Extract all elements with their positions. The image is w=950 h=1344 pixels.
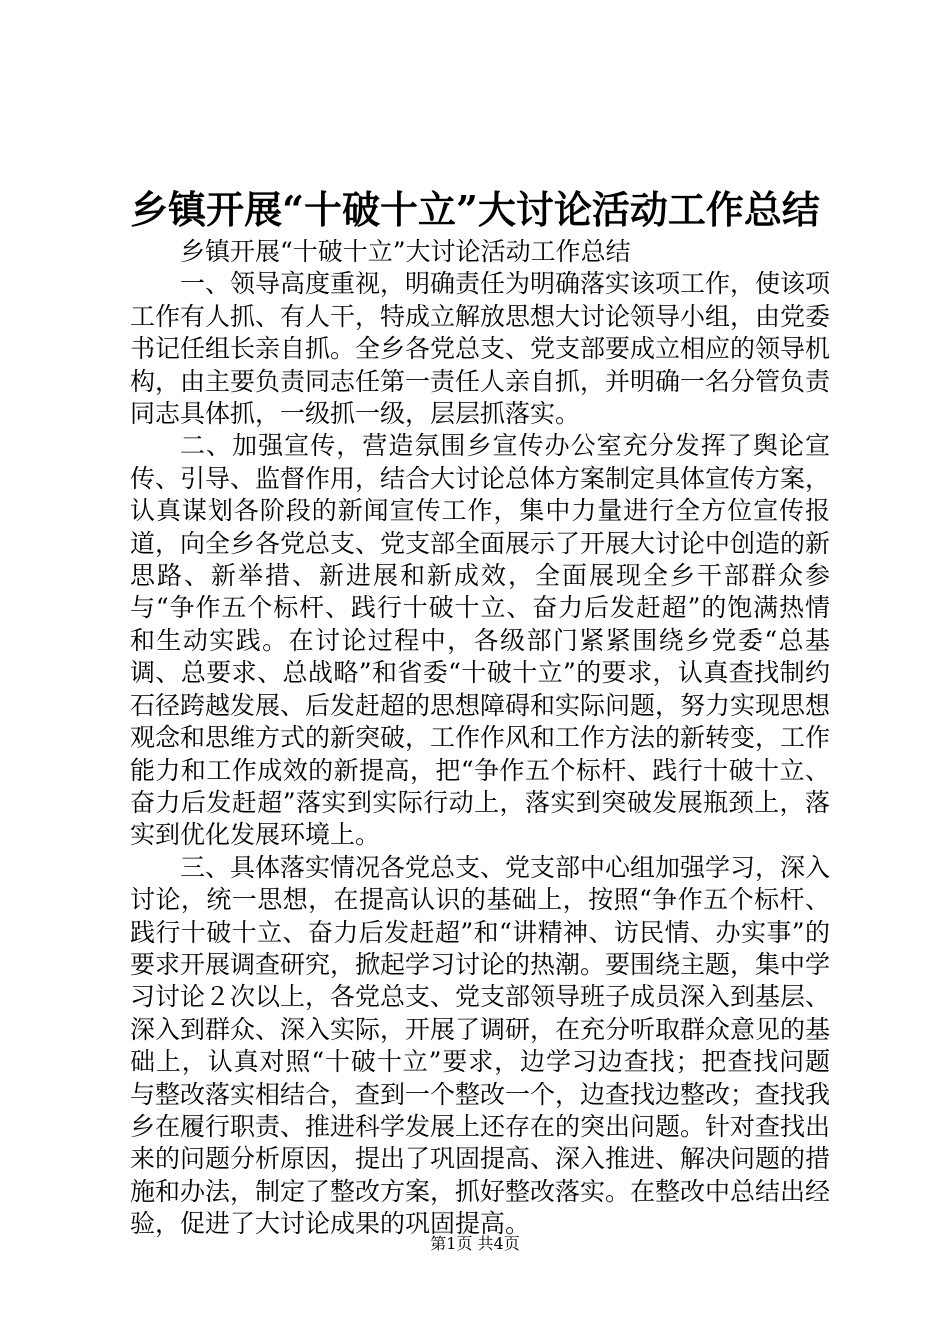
paragraph-subtitle: 乡镇开展“十破十立”大讨论活动工作总结 — [180, 237, 631, 266]
paragraph-section-1: 一、领导高度重视，明确责任为明确落实该项工作，使该项工作有人抓、有人干，特成立解放思想大讨论领导小组，由党委书记任组长亲自抓。全乡各党总支、党支部要成立相应的领导机构，由主要负责同志任第一责任人亲自抓，并明确一名分管负责同志具体抓，一级抓一级，层层抓落实。 — [130, 269, 831, 429]
page-number-footer: 第1页 共4页 — [430, 1234, 520, 1253]
document-title: 乡镇开展“十破十立”大讨论活动工作总结 — [130, 187, 820, 232]
paragraph-section-2: 二、加强宣传，营造氛围乡宣传办公室充分发挥了舆论宣传、引导、监督作用，结合大讨论总体方案制定具体宣传方案，认真谋划各阶段的新闻宣传工作，集中力量进行全方位宣传报道，向全乡各党总支、党支部全面展示了开展大讨论中创造的新思路、新举措、新进展和新成效，全面展现全乡干部群众参与“争作五个标杆、践行十破十立、奋力后发赶超”的饱满热情和生动实践。在讨论过程中，各级部门紧紧围绕乡党委“总基调、总要求、总战略”和省委“十破十立”的要求，认真查找制约石径跨越发展、后发赶超的思想障碍和实际问题，努力实现思想观念和思维方式的新突破，工作作风和工作方法的新转变，工作能力和工作成效的新提高，把“争作五个标杆、践行十破十立、奋力后发赶超”落实到实际行动上，落实到突破发展瓶颈上，落实到优化发展环境上。 — [130, 431, 831, 850]
paragraph-section-3: 三、具体落实情况各党总支、党支部中心组加强学习，深入讨论，统一思想，在提高认识的基础上，按照“争作五个标杆、践行十破十立、奋力后发赶超”和“讲精神、访民情、办实事”的要求开展调查研究，掀起学习讨论的热潮。要围绕主题，集中学习讨论２次以上，各党总支、党支部领导班子成员深入到基层、深入到群众、深入实际，开展了调研，在充分听取群众意见的基础上，认真对照“十破十立”要求，边学习边查找；把查找问题与整改落实相结合，查到一个整改一个，边查找边整改；查找我乡在履行职责、推进科学发展上还存在的突出问题。针对查找出来的问题分析原因，提出了巩固提高、深入推进、解决问题的措施和办法，制定了整改方案，抓好整改落实。在整改中总结出经验，促进了大讨论成果的巩固提高。 — [130, 852, 831, 1239]
document-body — [130, 236, 830, 1241]
